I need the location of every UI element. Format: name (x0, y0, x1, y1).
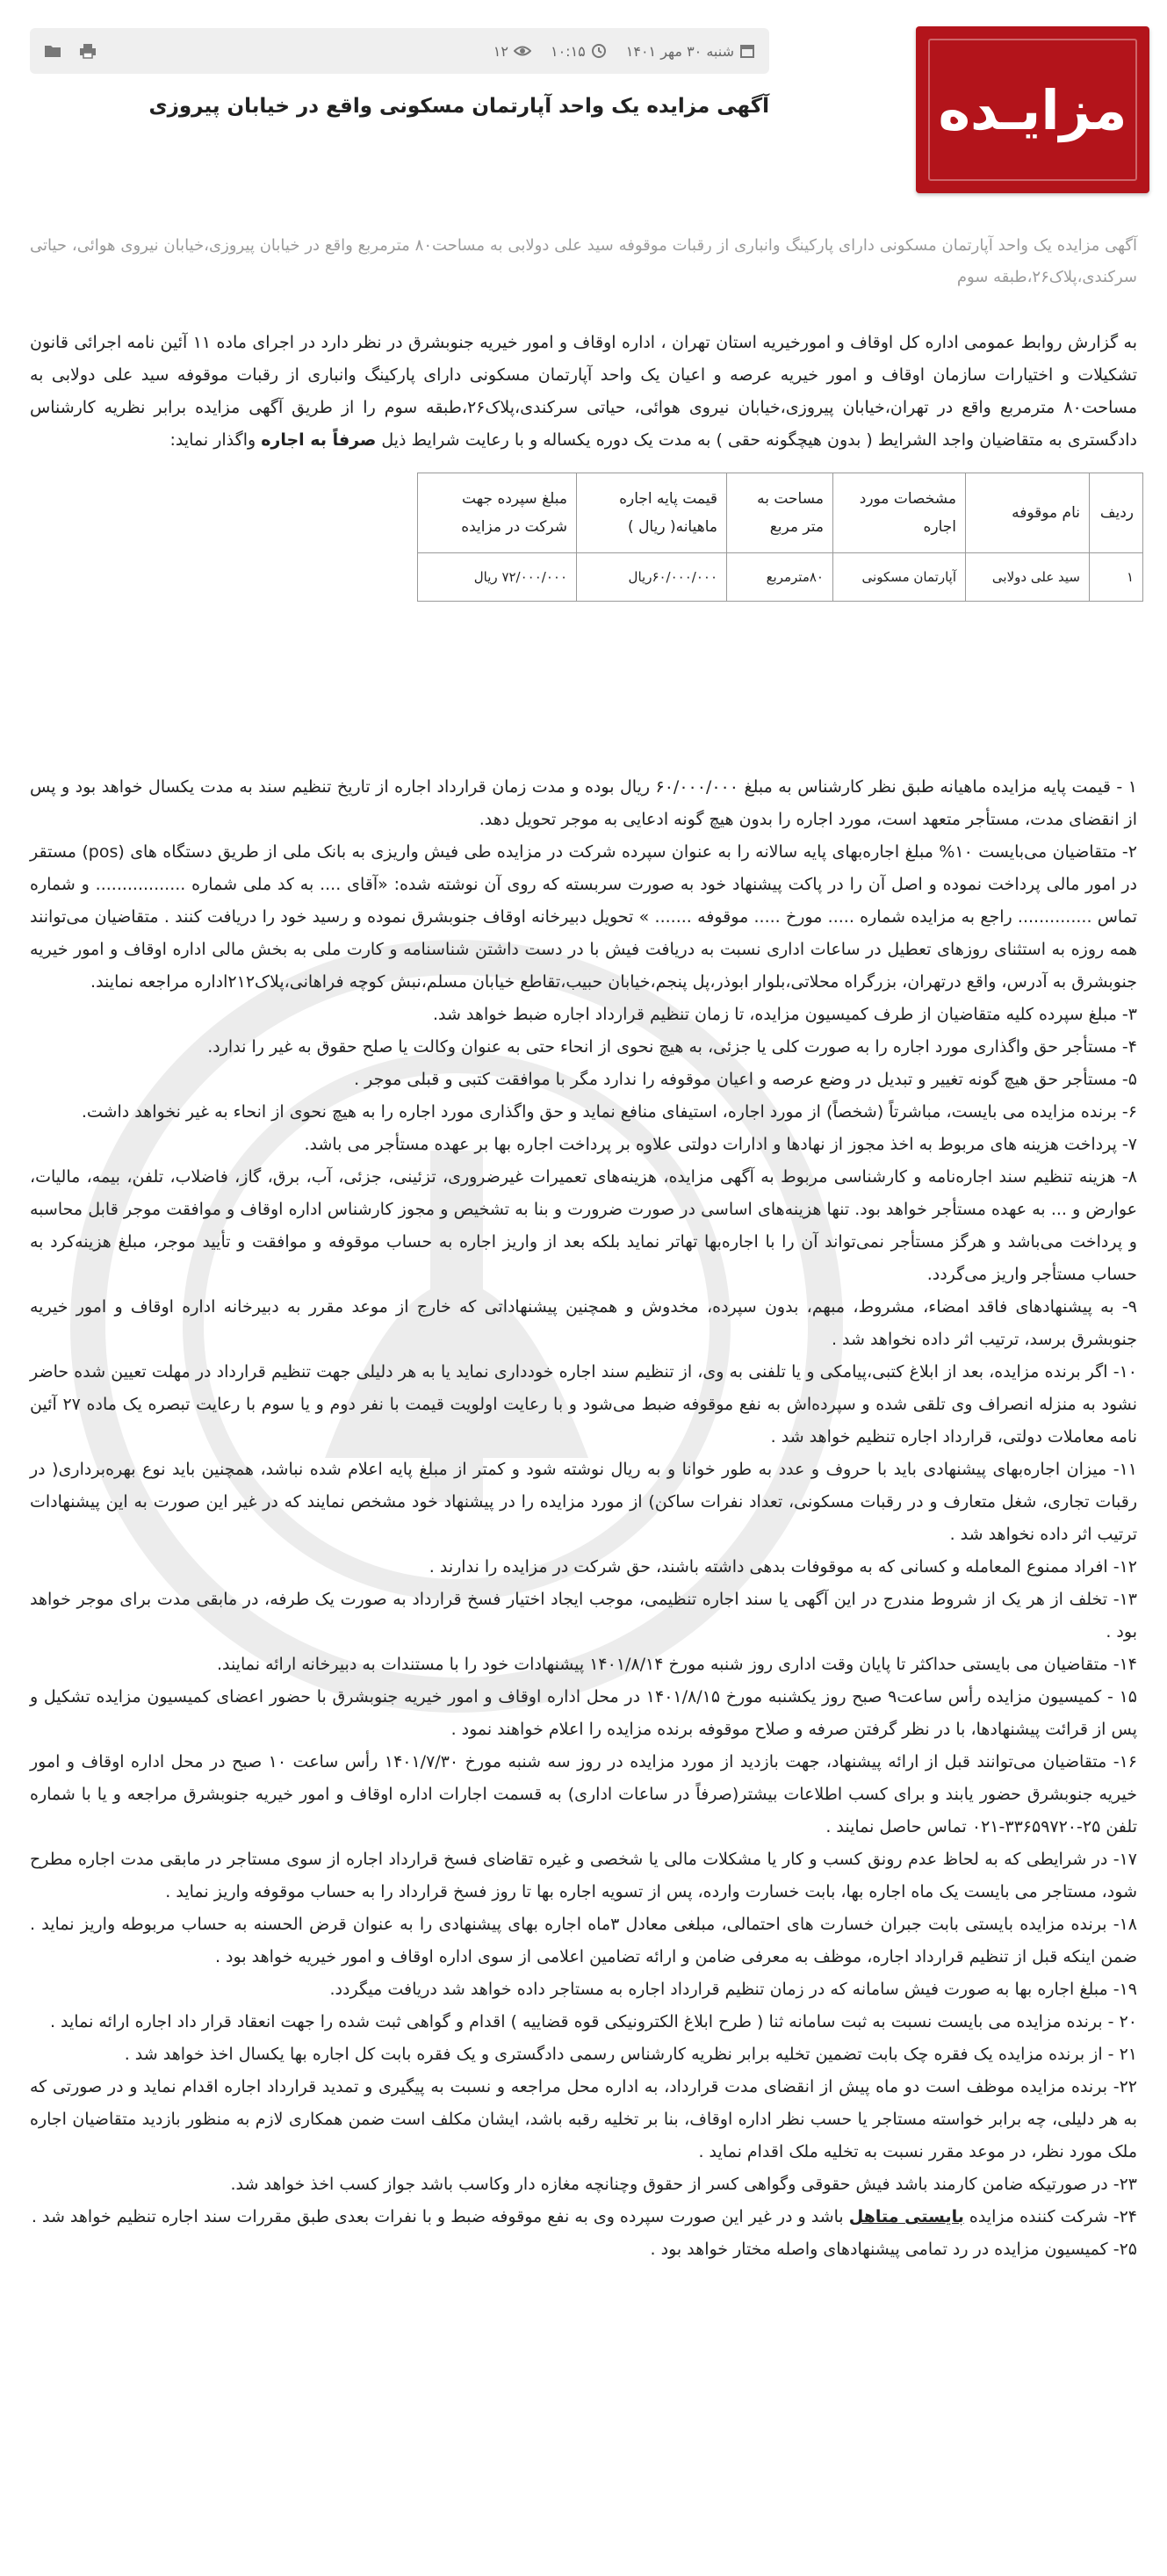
table-cell: آپارتمان مسکونی (833, 553, 966, 602)
table-cell: سید علی دولابی (966, 553, 1090, 602)
rule-item: ۱۵ - کمیسیون مزایده رأس ساعت۹ صبح روز یکشنبه مورخ ۱۴۰۱/۸/۱۵ در محل اداره اوقاف و امور خیریه جنوبشرق با حضور اعضای کمیسیون مزایده تشکیل و پس از قرائت پیشنهادها، با در نظر گرفتن صرفه و صلاح موقوفه برنده مزایده را اعلام خواهند نمود . (30, 1687, 1137, 1739)
table-cell: ۷۲/۰۰۰/۰۰۰ ریال (418, 553, 577, 602)
rule-item: ۱۶- متقاضیان می‌توانند قبل از ارائه پیشنهاد، جهت بازدید از مورد مزایده در روز سه شنبه مورخ ۱۴۰۱/۷/۳۰ رأس ساعت ۱۰ صبح در محل اداره اوقاف و امور خیریه جنوبشرق حضور یابند و برای کسب اطلاعات بیشتر(صرفاً در ساعات اداری) به قسمت اجارات اداره اوقاف و امور خیریه جنوبشرق مراجعه و یا با شماره تلفن ۲۵-۳۳۶۵۹۷۲۰-۰۲۱ تماس حاصل نمایند . (30, 1752, 1138, 1836)
rule-item: ۱۲- افراد ممنوع المعامله و کسانی که به موقوفات بدهی داشته باشند، حق شرکت در مزایده را ندارند . (429, 1557, 1137, 1577)
rule-item: ۱ - قیمت پایه مزایده ماهیانه طبق نظر کارشناس به مبلغ ۶۰/۰۰۰/۰۰۰ ریال بوده و مدت زمان قرارداد اجاره از تاریخ تنظیم سند به مدت یکسال خواهد بود و پس از انقضای مدت، مستأجر متعهد است، مورد اجاره را بدون هیچ گونه ادعایی به موجر تحویل دهد. (30, 777, 1137, 829)
rules-list (30, 771, 1137, 2266)
rule-item: ۱۸- برنده مزایده بایستی بابت جبران خسارت های احتمالی، مبلغی معادل ۳ماه اجاره بهای پیشنهادی را به عنوان قرض الحسنه به حساب مربوطه واریز نماید . ضمن اینکه قبل از تنظیم قرارداد اجاره، موظف به معرفی ضامن و ارائه تضامین اعلامی از سوی اداره اوقاف و امور خیریه خواهد بود . (30, 1915, 1137, 1966)
rule-item: ۷- پرداخت هزینه های مربوط به اخذ مجوز از نهادها و ادارات دولتی علاوه بر پرداخت اجاره بها بر عهده مستأجر می باشد. (304, 1135, 1137, 1154)
folder-button[interactable] (44, 43, 61, 59)
lots-table (30, 473, 1143, 602)
rule-24-suffix: باشد و در غیر این صورت سپرده وی به نفع موقوفه ضبط و با نفرات بعدی طبق مقررات سند اجاره تنظیم خواهد شد . (31, 2207, 849, 2226)
rule-item: ۱۰- اگر برنده مزایده، بعد از ابلاغ کتبی،پیامکی و یا تلفنی به وی، از تنظیم سند اجاره خودداری نماید یا به هر دلیلی جهت تنظیم قرارداد در مهلت تعیین شده حاضر نشود به منزله انصراف وی تلقی شده و سپرده‌اش به نفع موقوفه ضبط می‌شود و با رعایت اولویت قیمت با نفر دوم و یا سوم با رعایت تبصره یک ماده ۲۷ آئین نامه معاملات دولتی، قرارداد اجاره تنظیم خواهد شد . (30, 1362, 1137, 1447)
intro-bold: صرفاً به اجاره (261, 430, 377, 450)
rule-24-bold: بایستی متاهل (848, 2207, 964, 2226)
header-cell: نام موقوفه (966, 473, 1090, 553)
intro-paragraph (30, 327, 1137, 457)
rule-item: ۳- مبلغ سپرده کلیه متقاضیان از طرف کمیسیون مزایده، تا زمان تنظیم قرارداد اجاره ضبط خواهد شد. (433, 1005, 1137, 1024)
calendar-icon (739, 43, 755, 59)
header-spacer (31, 473, 418, 553)
page-title: آگهی مزایده یک واحد آپارتمان مسکونی واقع در خیابان پیروزی (148, 95, 769, 118)
table-cell: ۶۰/۰۰۰/۰۰۰ریال (577, 553, 727, 602)
header-cell: مشخصات مورد اجاره (833, 473, 966, 553)
table-spacer (31, 553, 418, 602)
meta-time-text: ۱۰:۱۵ (550, 42, 586, 60)
rule-item: ۱۴- متقاضیان می بایستی حداکثر تا پایان وقت اداری روز شنبه مورخ ۱۴۰۱/۸/۱۴ پیشنهادات خود را با مستندات به دبیرخانه ارائه نمایند. (216, 1655, 1137, 1674)
header-cell: مساحت به متر مربع (727, 473, 833, 553)
rule-item: ۵- مستأجر حق هیچ گونه تغییر و تبدیل در وضع عرصه و اعیان موقوفه را ندارد مگر با موافقت کتبی و قبلی موجر . (354, 1070, 1137, 1089)
rule-item: ۱۹- مبلغ اجاره بها به صورت فیش سامانه که در زمان تنظیم قرارداد اجاره به مستاجر داده خواهد شد دریافت میگردد. (329, 1980, 1137, 1999)
header-cell: مبلغ سپرده جهت شرکت در مزایده (418, 473, 577, 553)
meta-date (626, 43, 755, 60)
rule-item: ۱۳- تخلف از هر یک از شروط مندرج در این آگهی یا سند اجاره تنظیمی، موجب ایجاد اختیار فسخ قرارداد به صورت یک طرفه، در مابقی مدت برای موجر خواهد بود . (30, 1590, 1137, 1642)
meta-tools (44, 28, 114, 74)
intro-text: به گزارش روابط عمومی اداره کل اوقاف و امورخیریه استان تهران ، اداره اوقاف و امور خیریه جنوبشرق در نظر دارد در اجرای ماده ۱۱ آئین نامه اجرائی قانون تشکیلات و اختیارات سازمان اوقاف و امور خیریه عرصه و اعیان یک واحد آپارتمان مسکونی دارای پارکینگ وانباری از رقبات موقوفه سید علی دولابی به مساحت۸۰ مترمربع واقع در تهران،خیابان پیروزی،خیابان نیروی هوائی، حیاتی سرکندی،پلاک۲۶،طبقه سوم را از طریق آگهی مزایده برابر نظریه کارشناس دادگستری به متقاضیان واجد الشرایط ( بدون هیچگونه حقی ) به مدت یک دوره یکساله و با رعایت شرایط ذیل (30, 333, 1138, 450)
meta-time (551, 43, 607, 60)
table-cell: ۸۰مترمربع (727, 553, 833, 602)
rule-item-24 (30, 2201, 1137, 2233)
print-icon (79, 43, 97, 59)
eye-icon (514, 43, 531, 59)
meta-views-text: ۱۲ (493, 42, 508, 60)
table-row (31, 553, 1143, 602)
header-cell: ردیف (1090, 473, 1143, 553)
rule-item: ۶- برنده مزایده می بایست، مباشرتاً (شخصاً) از مورد اجاره، استیفای منافع نماید و حق واگذاری مورد اجاره را به هیچ نحوی از انحاء به غیر نخواهد داشت. (81, 1102, 1137, 1122)
print-button[interactable] (79, 43, 97, 59)
meta-views (493, 43, 531, 60)
rule-item: ۹- به پیشنهادهای فاقد امضاء، مشروط، مبهم، بدون سپرده، مخدوش و همچنین پیشنهاداتی که خارج از موعد مقرر به دبیرخانه اداره اوقاف و امور خیریه جنوبشرق برسد، ترتیب اثر داده نخواهد شد . (30, 1297, 1137, 1349)
rule-item: ۲۱ - از برنده مزایده یک فقره چک بابت تضمین تخلیه برابر نظریه کارشناس رسمی دادگستری و یک فقره بابت کل اجاره بها یکسال اخذ خواهد شد . (124, 2045, 1137, 2064)
meta-bar (30, 28, 769, 74)
rule-item: ۲۵- کمیسیون مزایده در رد تمامی پیشنهادهای واصله مختار خواهد بود . (650, 2240, 1137, 2259)
rule-item: ۲۰ - برنده مزایده می بایست نسبت به ثبت سامانه ثنا ( طرح ابلاغ الکترونیکی قوه قضاییه ) اقدام و گواهی ثبت شده را جهت انعقاد قرار داد اجاره ارائه نماید . (49, 2012, 1137, 2031)
meta-date-text: شنبه ۳۰ مهر ۱۴۰۱ (625, 42, 734, 60)
rule-item: ۲- متقاضیان می‌بایست ۱۰% مبلغ اجاره‌بهای پایه سالانه را به عنوان سپرده شرکت در مزایده طی فیش واریزی به بانک ملی از طریق دستگاه های (pos) مستقر در امور مالی پرداخت نموده و اصل آن را در پاکت پیشنهاد خود به صورت سربسته که روی آن نوشته شده: «آقای .... به کد ملی شماره ................. و شماره تماس .............. راجع به مزایده شماره ..... مورخ ..... موقوفه ....... » تحویل دبیرخانه اوقاف جنوبشرق نموده و رسید خود را دریافت کنند . متقاضیان می‌توانند همه روزه به استثنای روزهای تعطیل در ساعات اداری نسبت به دریافت فیش با در دست داشتن شناسنامه و کارت ملی به بخش مالی اداره اوقاف و امور خیریه جنوبشرق به آدرس، واقع درتهران، بزرگراه محلاتی،بلوار ابوذر،پل پنجم،خیابان حبیب،تقاطع خیابان مسلم،نبش کوچه فراهانی،پلاک۲۱۲اداره مراجعه نمایند. (30, 842, 1137, 992)
table-header-row (31, 473, 1143, 553)
auction-badge (916, 26, 1149, 193)
folder-icon (44, 43, 61, 59)
rule-item: ۱۷- در شرایطی که به لحاظ عدم رونق کسب و کار یا مشکلات مالی یا شخصی و غیره تقاضای فسخ قرارداد اجاره از سوی مستاجر در مابقی مدت اجاره مطرح شود، مستاجر می بایست یک ماه اجاره بها، بابت خسارت وارده، پس از تسویه اجاره بها تا روز فسخ قرارداد را به حساب موقوفه واریز نماید . (30, 1850, 1137, 1901)
summary: آگهی مزایده یک واحد آپارتمان مسکونی دارای پارکینگ وانباری از رقبات موقوفه سید علی دولابی به مساحت۸۰ مترمربع واقع در خیابان پیروزی،خیابان نیروی هوائی، حیاتی سرکندی،پلاک۲۶،طبقه سوم (30, 236, 1137, 286)
auction-badge-label: مزایـده (938, 77, 1127, 142)
rule-24-prefix: ۲۴- شرکت کننده مزایده (963, 2207, 1137, 2226)
rule-item: ۸- هزینه تنظیم سند اجاره‌نامه و کارشناسی مربوط به آگهی مزایده، هزینه‌های تعمیرات غیرضروری، تزئینی، جزئی، آب، برق، گاز، فاضلاب، تلفن، بیمه، مالیات، عوارض و ... به عهده مستأجر خواهد بود. تنها هزینه‌های اساسی در صورت ضرورت و بنا به تشخیص و مجوز کارشناس اداره اوقاف و موافقت موجر قابل محاسبه و پرداخت می‌باشد و هرگز مستأجر نمی‌تواند آن را با اجاره‌بها تهاتر نماید بلکه بعد از واریز اجاره به حساب موقوفه و موافقت و تأیید موجر، مبلغ هزینه‌کرد به حساب مستأجر واریز می‌گردد. (30, 1167, 1137, 1284)
rule-item: ۴- مستأجر حق واگذاری مورد اجاره را به صورت کلی یا جزئی، به هیچ نحوی از انحاء حتی به عنوان وکالت یا صلح حقوق به غیر را ندارد. (207, 1037, 1137, 1057)
rule-item: ۲۲- برنده مزایده موظف است دو ماه پیش از انقضای مدت قرارداد، به اداره محل مراجعه و نسبت به پیگیری و تمدید قرارداد اجاره اقدام نماید و در صورتی که به هر دلیلی، چه برابر خواسته مستاجر یا حسب نظر اداره اوقاف، بنا بر تخلیه رقبه باشد، ایشان مکلف است ضمن همکاری لازم به منظور بازدید متقاضیان اجاره ملک مورد نظر، در موعد مقرر نسبت به تخلیه ملک اقدام نماید . (30, 2077, 1137, 2161)
intro-tail: واگذار نماید: (169, 430, 262, 450)
rule-item: ۱۱- میزان اجاره‌بهای پیشنهادی باید با حروف و عدد به طور خوانا و به ریال نوشته شود و کمتر از مبلغ پایه اعلام شده نباشد، همچنین باید نوع بهره‌برداری( در رقبات تجاری، شغل متعارف و در رقبات مسکونی، تعداد نفرات ساکن) از مورد مزایده را در پیشنهاد خود مشخص نمایند که در غیر این صورت به این پیشنهادات ترتیب اثر داده نخواهد شد . (30, 1460, 1137, 1544)
rule-item: ۲۳- در صورتیکه ضامن کارمند باشد فیش حقوقی وگواهی کسر از حقوق وچنانچه مغازه دار وکاسب باشد جواز کسب اخذ خواهد شد. (230, 2175, 1137, 2194)
table-cell: ۱ (1090, 553, 1143, 602)
header-cell: قیمت پایه اجاره ماهیانه( ریال ) (577, 473, 727, 553)
clock-icon (591, 43, 607, 59)
